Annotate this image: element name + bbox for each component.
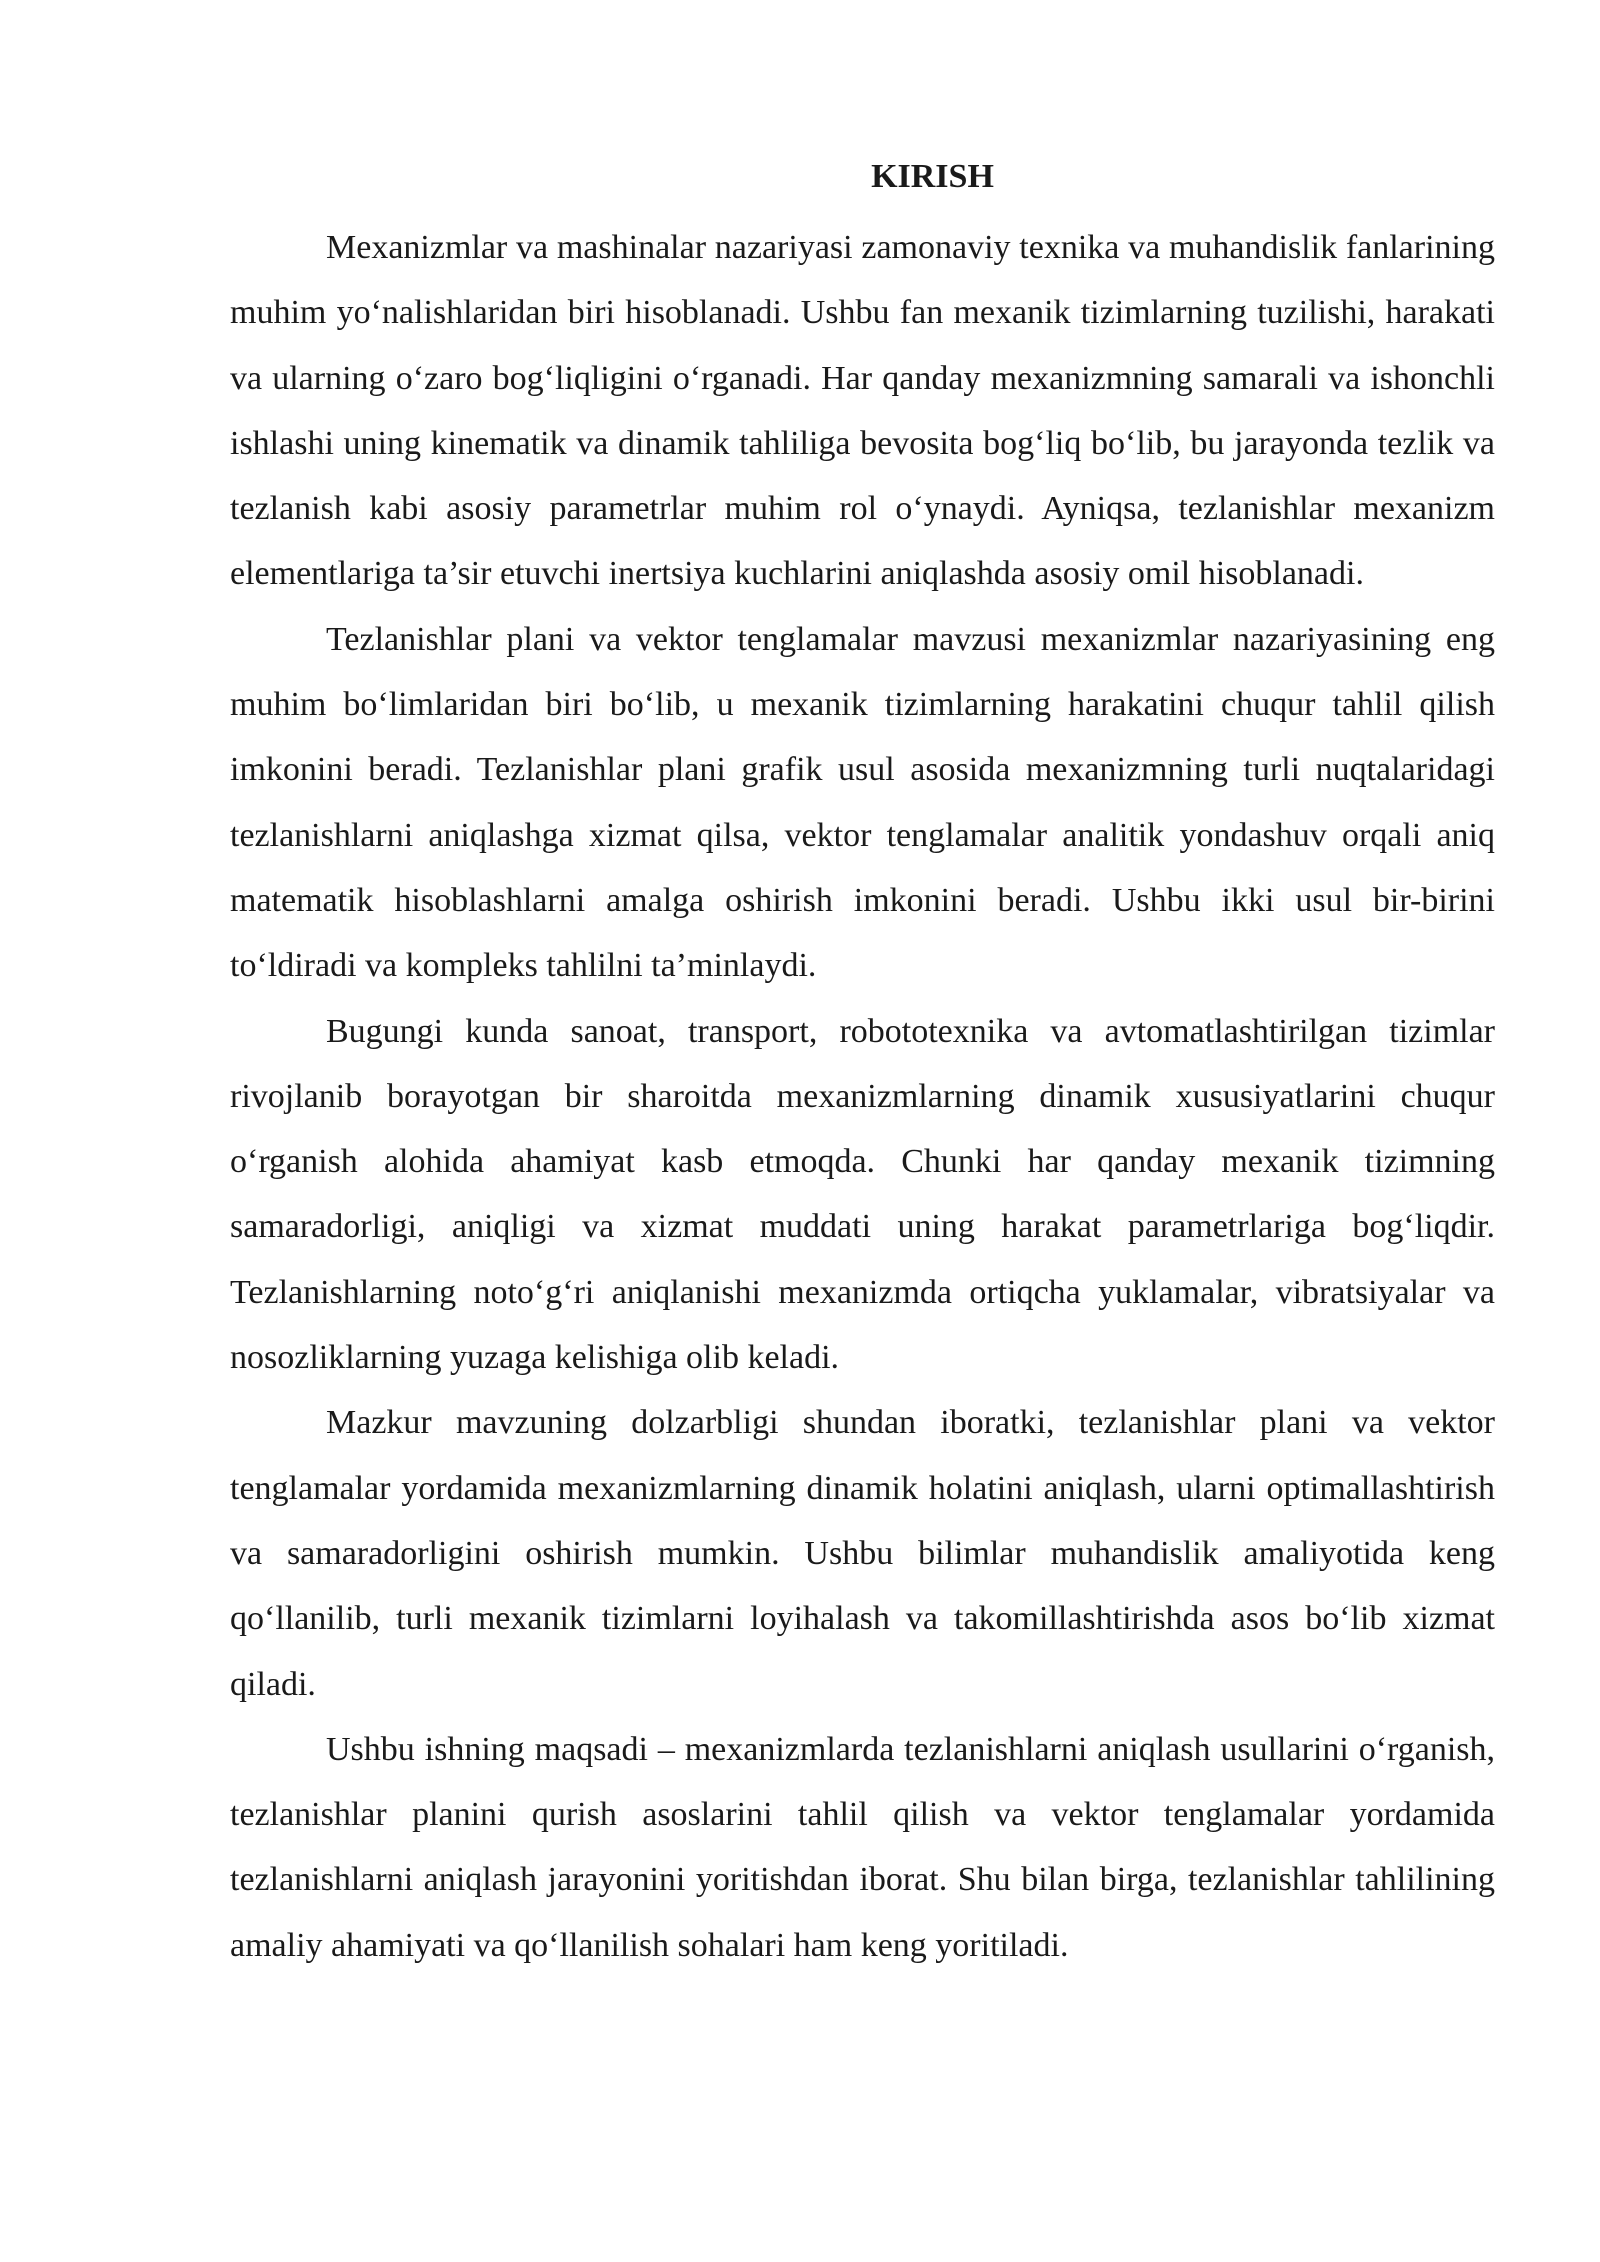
- page-title: KIRISH: [871, 158, 994, 195]
- document-body: [230, 150, 1495, 1978]
- paragraph-3: Bugungi kunda sanoat, transport, robototexnika va avtomatlashtirilgan tizimlar rivojlanib borayotgan bir sharoitda mexanizmlarning dinamik xususiyatlarini chuqur o‘rganish alohida ahamiyat kasb etmoqda. Chunki har qanday mexanik tizimning samaradorligi, aniqligi va xizmat muddati uning harakat parametrlariga bog‘liqdir. Tezlanishlarning noto‘g‘ri aniqlanishi mexanizmda ortiqcha yuklamalar, vibratsiyalar va nosozliklarning yuzaga kelishiga olib keladi.: [230, 1012, 1495, 1377]
- paragraph-5: Ushbu ishning maqsadi – mexanizmlarda tezlanishlarni aniqlash usullarini o‘rganish, tezlanishlar planini qurish asoslarini tahlil qilish va vektor tenglamalar yordamida tezlanishlarni aniqlash jarayonini yoritishdan iborat. Shu bilan birga, tezlanishlar tahlilining amaliy ahamiyati va qo‘llanilish sohalari ham keng yoritiladi.: [230, 1730, 1495, 1964]
- paragraph-2: Tezlanishlar plani va vektor tenglamalar mavzusi mexanizmlar nazariyasining eng muhim bo‘limlaridan biri bo‘lib, u mexanik tizimlarning harakatini chuqur tahlil qilish imkonini beradi. Tezlanishlar plani grafik usul asosida mexanizmning turli nuqtalaridagi tezlanishlarni aniqlashga xizmat qilsa, vektor tenglamalar analitik yondashuv orqali aniq matematik hisoblashlarni amalga oshirish imkonini beradi. Ushbu ikki usul bir-birini to‘ldiradi va kompleks tahlilni ta’minlaydi.: [230, 620, 1495, 985]
- paragraph-1: Mexanizmlar va mashinalar nazariyasi zamonaviy texnika va muhandislik fanlarining muhim yo‘nalishlaridan biri hisoblanadi. Ushbu fan mexanik tizimlarning tuzilishi, harakati va ularning o‘zaro bog‘liqligini o‘rganadi. Har qanday mexanizmning samarali va ishonchli ishlashi uning kinematik va dinamik tahliliga bevosita bog‘liq bo‘lib, bu jarayonda tezlik va tezlanish kabi asosiy parametrlar muhim rol o‘ynaydi. Ayniqsa, tezlanishlar mexanizm elementlariga ta’sir etuvchi inertsiya kuchlarini aniqlashda asosiy omil hisoblanadi.: [230, 229, 1495, 593]
- paragraph-4: Mazkur mavzuning dolzarbligi shundan iboratki, tezlanishlar plani va vektor tenglamalar yordamida mexanizmlarning dinamik holatini aniqlash, ularni optimallashtirish va samaradorligini oshirish mumkin. Ushbu bilimlar muhandislik amaliyotida keng qo‘llanilib, turli mexanik tizimlarni loyihalash va takomillashtirishda asos bo‘lib xizmat qiladi.: [230, 1404, 1495, 1703]
